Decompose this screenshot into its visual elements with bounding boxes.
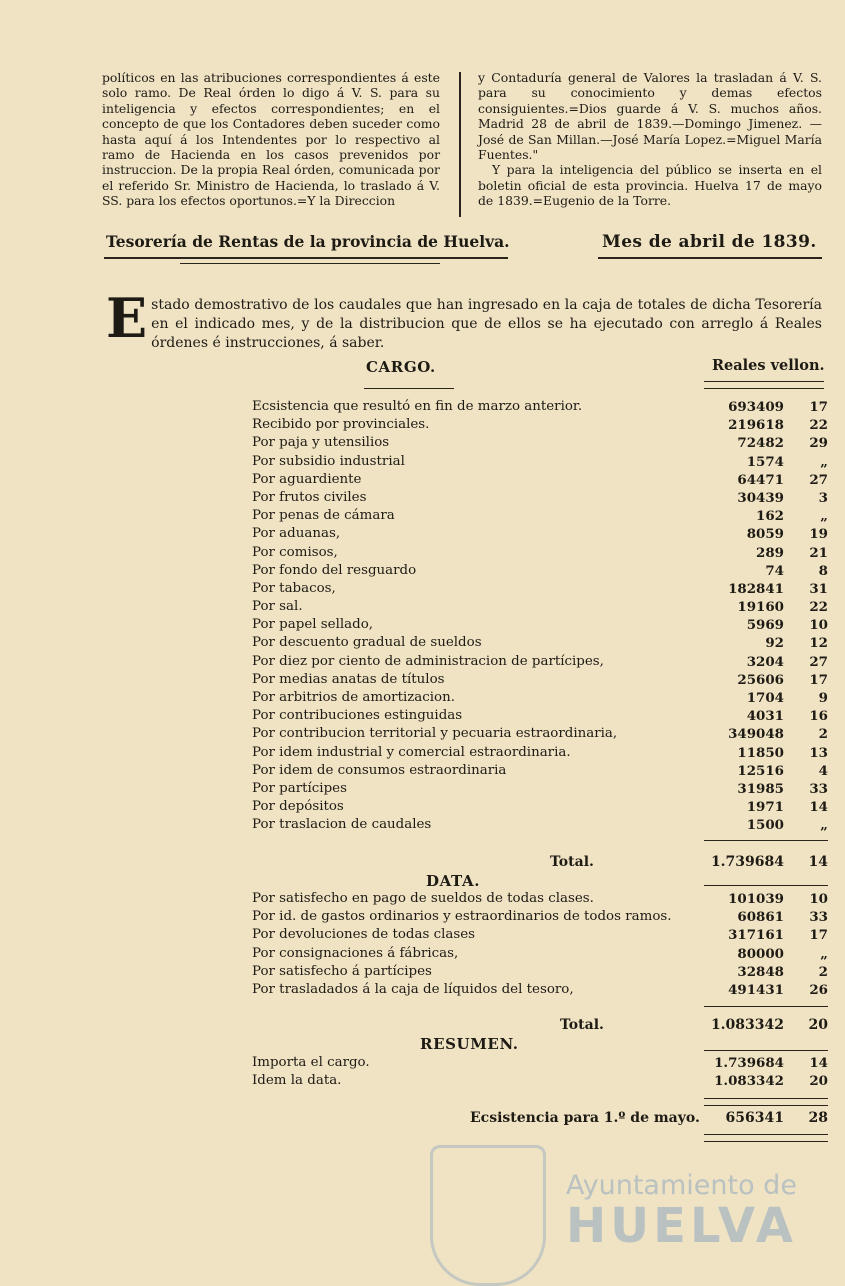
cargo-mrs: 8: [818, 562, 828, 579]
data-row: [252, 926, 828, 944]
cargo-mrs: 12: [809, 635, 828, 652]
right-column-text: [478, 70, 822, 209]
cargo-total-reales: 1.739684: [710, 854, 784, 870]
resumen-reales: 1.739684: [714, 1055, 784, 1071]
cargo-label: Recibido por provinciales.: [252, 417, 430, 433]
cargo-mrs: 31: [809, 580, 828, 597]
cargo-label: Por frutos civiles: [252, 489, 367, 505]
resumen-mrs: 20: [809, 1073, 828, 1090]
cargo-mrs: 19: [809, 526, 828, 543]
cargo-label: Por descuento gradual de sueldos: [252, 635, 482, 651]
cargo-total-row: [252, 854, 828, 874]
cargo-mrs: „: [820, 453, 828, 470]
cargo-mrs: 10: [809, 617, 828, 634]
final-balance-reales: 656341: [725, 1110, 784, 1126]
data-table: [252, 890, 828, 999]
cargo-reales: 219618: [728, 417, 784, 434]
cargo-reales: 1574: [746, 453, 784, 470]
header-rule-left: [104, 257, 508, 259]
data-label: Por consignaciones á fábricas,: [252, 945, 459, 961]
cargo-reales: 1971: [746, 799, 784, 816]
cargo-reales: 8059: [746, 526, 784, 543]
treasury-header: Tesorería de Rentas de la provincia de Huelva.: [106, 232, 510, 251]
cargo-row: [252, 471, 828, 489]
data-label: Por trasladados á la caja de líquidos del tesoro,: [252, 981, 574, 997]
cargo-sum-rule: [704, 840, 828, 841]
cargo-reales: 25606: [737, 671, 784, 688]
cargo-label: Por paja y utensilios: [252, 435, 390, 451]
cargo-label: Ecsistencia que resultó en fin de marzo anterior.: [252, 399, 583, 414]
cargo-reales: 1500: [746, 817, 784, 834]
data-total-reales: 1.083342: [710, 1017, 784, 1033]
data-mrs: 17: [809, 927, 828, 944]
cargo-reales: 64471: [737, 471, 784, 488]
cargo-mrs: 3: [818, 489, 828, 506]
cargo-table: [252, 398, 828, 835]
cargo-row: [252, 525, 828, 543]
drop-cap: E: [106, 286, 148, 350]
final-balance-row: [252, 1110, 828, 1130]
cargo-row: [252, 689, 828, 707]
cargo-row: [252, 453, 828, 471]
cargo-reales: 1704: [746, 690, 784, 706]
cargo-title: CARGO.: [366, 358, 436, 376]
resumen-mrs: 14: [809, 1055, 828, 1071]
cargo-label: Por idem de consumos estraordinaria: [252, 762, 507, 778]
cargo-mrs: 27: [809, 653, 828, 670]
data-label: Por id. de gastos ordinarios y estraordinarios de todos ramos.: [252, 909, 672, 925]
data-mrs: „: [820, 945, 828, 962]
cargo-label: Por subsidio industrial: [252, 453, 405, 469]
cargo-row: [252, 434, 828, 452]
data-mrs: 33: [809, 909, 828, 926]
cargo-row: [252, 598, 828, 616]
cargo-total-label: Total.: [550, 854, 594, 870]
cargo-label: Por tabacos,: [252, 580, 336, 596]
resumen-row: [252, 1072, 828, 1090]
resumen-table: [252, 1054, 828, 1090]
cargo-reales: 92: [765, 635, 784, 652]
cargo-label: Por arbitrios de amortizacion.: [252, 690, 456, 705]
cargo-row: [252, 416, 828, 434]
data-total-row: [252, 1017, 828, 1037]
intro-text: stado demostrativo de los caudales que han ingresado en la caja de totales de dicha Tesorería en el indicado mes, y de la distribucion que de ellos se ha ejecutado con arreglo á Reales órdenes é instrucciones, á saber.: [151, 297, 822, 351]
cargo-mrs: 17: [809, 399, 828, 415]
resumen-row: [252, 1054, 828, 1072]
units-label: Reales vellon.: [712, 357, 825, 374]
data-total-label: Total.: [560, 1017, 604, 1033]
cargo-mrs: 22: [809, 417, 828, 434]
cargo-label: Por diez por ciento de administracion de partícipes,: [252, 653, 604, 669]
data-row: [252, 908, 828, 926]
cargo-reales: 12516: [737, 762, 784, 779]
cargo-reales: 5969: [746, 617, 784, 634]
cargo-row: [252, 580, 828, 598]
statement-intro: [106, 286, 822, 353]
cargo-row: [252, 707, 828, 725]
cargo-reales: 19160: [737, 599, 784, 616]
data-row: [252, 981, 828, 999]
cargo-label: Por sal.: [252, 599, 303, 615]
cargo-row: [252, 562, 828, 580]
data-reales: 80000: [737, 945, 784, 962]
data-label: Por satisfecho en pago de sueldos de todas clases.: [252, 891, 594, 906]
cargo-label: Por contribuciones estinguidas: [252, 708, 463, 724]
resumen-label: Importa el cargo.: [252, 1055, 370, 1070]
data-reales: 491431: [728, 981, 784, 998]
final-balance-label: Ecsistencia para 1.º de mayo.: [470, 1110, 700, 1126]
cargo-row: [252, 507, 828, 525]
data-label: Por satisfecho á partícipes: [252, 963, 432, 979]
cargo-row: [252, 653, 828, 671]
data-reales: 101039: [728, 891, 784, 907]
data-mrs: 26: [809, 981, 828, 998]
cargo-reales: 3204: [746, 653, 784, 670]
cargo-label: Por depósitos: [252, 799, 344, 815]
cargo-row: [252, 489, 828, 507]
cargo-reales: 4031: [746, 708, 784, 725]
cargo-reales: 693409: [728, 399, 784, 415]
cargo-row: [252, 725, 828, 743]
data-mrs: 10: [809, 891, 828, 907]
cargo-row: [252, 398, 828, 416]
data-reales: 60861: [737, 909, 784, 926]
cargo-reales: 30439: [737, 489, 784, 506]
cargo-mrs: 29: [809, 435, 828, 452]
data-row: [252, 890, 828, 908]
cargo-row: [252, 762, 828, 780]
data-row: [252, 963, 828, 981]
resumen-double-rule: [704, 1098, 828, 1106]
data-title: DATA.: [426, 872, 481, 890]
cargo-mrs: 27: [809, 471, 828, 488]
cargo-label: Por traslacion de caudales: [252, 817, 432, 833]
header-rule-ornament: [180, 263, 440, 264]
final-balance-mrs: 28: [808, 1110, 828, 1126]
cargo-mrs: 33: [809, 780, 828, 797]
cargo-row: [252, 671, 828, 689]
left-column-paragraph: políticos en las atribuciones correspondientes á este solo ramo. De Real órden lo digo á V. S. para su inteligencia y efectos correspondientes; en el concepto de que los Contadores deben suceder como hasta aquí á los Intendentes por lo respectivo al ramo de Hacienda en los casos prevenidos por instruccion. De la propia Real órden, comunicada por el referido Sr. Ministro de Hacienda, lo traslado á V. SS. para los efectos oportunos.=Y la Direccion: [102, 70, 440, 209]
left-column-text: [102, 70, 440, 209]
data-label: Por devoluciones de todas clases: [252, 927, 476, 943]
cargo-reales: 289: [756, 544, 784, 561]
cargo-row: [252, 816, 828, 834]
units-double-rule: [704, 381, 824, 389]
cargo-label: Por contribucion territorial y pecuaria estraordinaria,: [252, 726, 618, 742]
cargo-reales: 182841: [728, 580, 784, 597]
data-row: [252, 945, 828, 963]
cargo-label: Por papel sellado,: [252, 617, 374, 633]
cargo-row: [252, 780, 828, 798]
data-reales: 317161: [728, 927, 784, 944]
data-mrs: 2: [818, 963, 828, 980]
column-divider: [459, 72, 461, 217]
cargo-label: Por medias anatas de títulos: [252, 671, 445, 687]
cargo-mrs: 9: [818, 690, 828, 706]
cargo-label: Por aguardiente: [252, 471, 362, 487]
header-rule-right: [598, 257, 822, 259]
data-total-mrs: 20: [808, 1017, 828, 1033]
cargo-mrs: 17: [809, 671, 828, 688]
cargo-row: [252, 616, 828, 634]
cargo-reales: 349048: [728, 726, 784, 743]
cargo-row: [252, 798, 828, 816]
right-column-paragraph-2: Y para la inteligencia del público se inserta en el boletin oficial de esta provincia. Huelva 17 de mayo de 1839.=Eugenio de la Torre.: [478, 162, 822, 209]
cargo-reales: 11850: [737, 744, 784, 761]
cargo-reales: 162: [756, 508, 784, 525]
cargo-total-mrs: 14: [808, 854, 828, 870]
cargo-mrs: 13: [809, 744, 828, 761]
cargo-mrs: 21: [809, 544, 828, 561]
cargo-mrs: 16: [809, 708, 828, 725]
resumen-label: Idem la data.: [252, 1073, 342, 1089]
cargo-mrs: 4: [818, 762, 828, 779]
watermark-line1: Ayuntamiento de: [566, 1170, 797, 1201]
cargo-mrs: 14: [809, 799, 828, 816]
cargo-row: [252, 634, 828, 652]
cargo-row: [252, 744, 828, 762]
resumen-top-rule: [704, 1050, 828, 1051]
cargo-label: Por partícipes: [252, 780, 347, 796]
cargo-mrs: „: [820, 508, 828, 525]
cargo-mrs: 22: [809, 599, 828, 616]
cargo-label: Por aduanas,: [252, 526, 341, 542]
cargo-reales: 31985: [737, 780, 784, 797]
watermark-line2: HUELVA: [566, 1198, 797, 1254]
cargo-label: Por penas de cámara: [252, 508, 395, 524]
final-double-rule: [704, 1134, 828, 1142]
cargo-label: Por fondo del resguardo: [252, 562, 417, 578]
cargo-title-rule: [364, 388, 454, 389]
coat-of-arms-icon: [430, 1145, 546, 1286]
cargo-reales: 72482: [737, 435, 784, 452]
resumen-reales: 1.083342: [714, 1073, 784, 1090]
data-reales: 32848: [737, 963, 784, 980]
cargo-label: Por idem industrial y comercial estraordinaria.: [252, 744, 571, 760]
data-sum-rule: [704, 1006, 828, 1007]
data-top-rule: [704, 885, 828, 886]
cargo-mrs: 2: [818, 726, 828, 743]
cargo-mrs: „: [820, 817, 828, 834]
month-header: Mes de abril de 1839.: [602, 232, 817, 252]
resumen-title: RESUMEN.: [420, 1035, 519, 1053]
right-column-paragraph-1: y Contaduría general de Valores la trasladan á V. S. para su conocimiento y demas efectos consiguientes.=Dios guarde á V. S. muchos años. Madrid 28 de abril de 1839.—Domingo Jimenez. —José de San Millan.—José María Lopez.=Miguel María Fuentes.": [478, 70, 822, 163]
cargo-label: Por comisos,: [252, 544, 338, 560]
cargo-reales: 74: [765, 562, 784, 579]
cargo-row: [252, 544, 828, 562]
